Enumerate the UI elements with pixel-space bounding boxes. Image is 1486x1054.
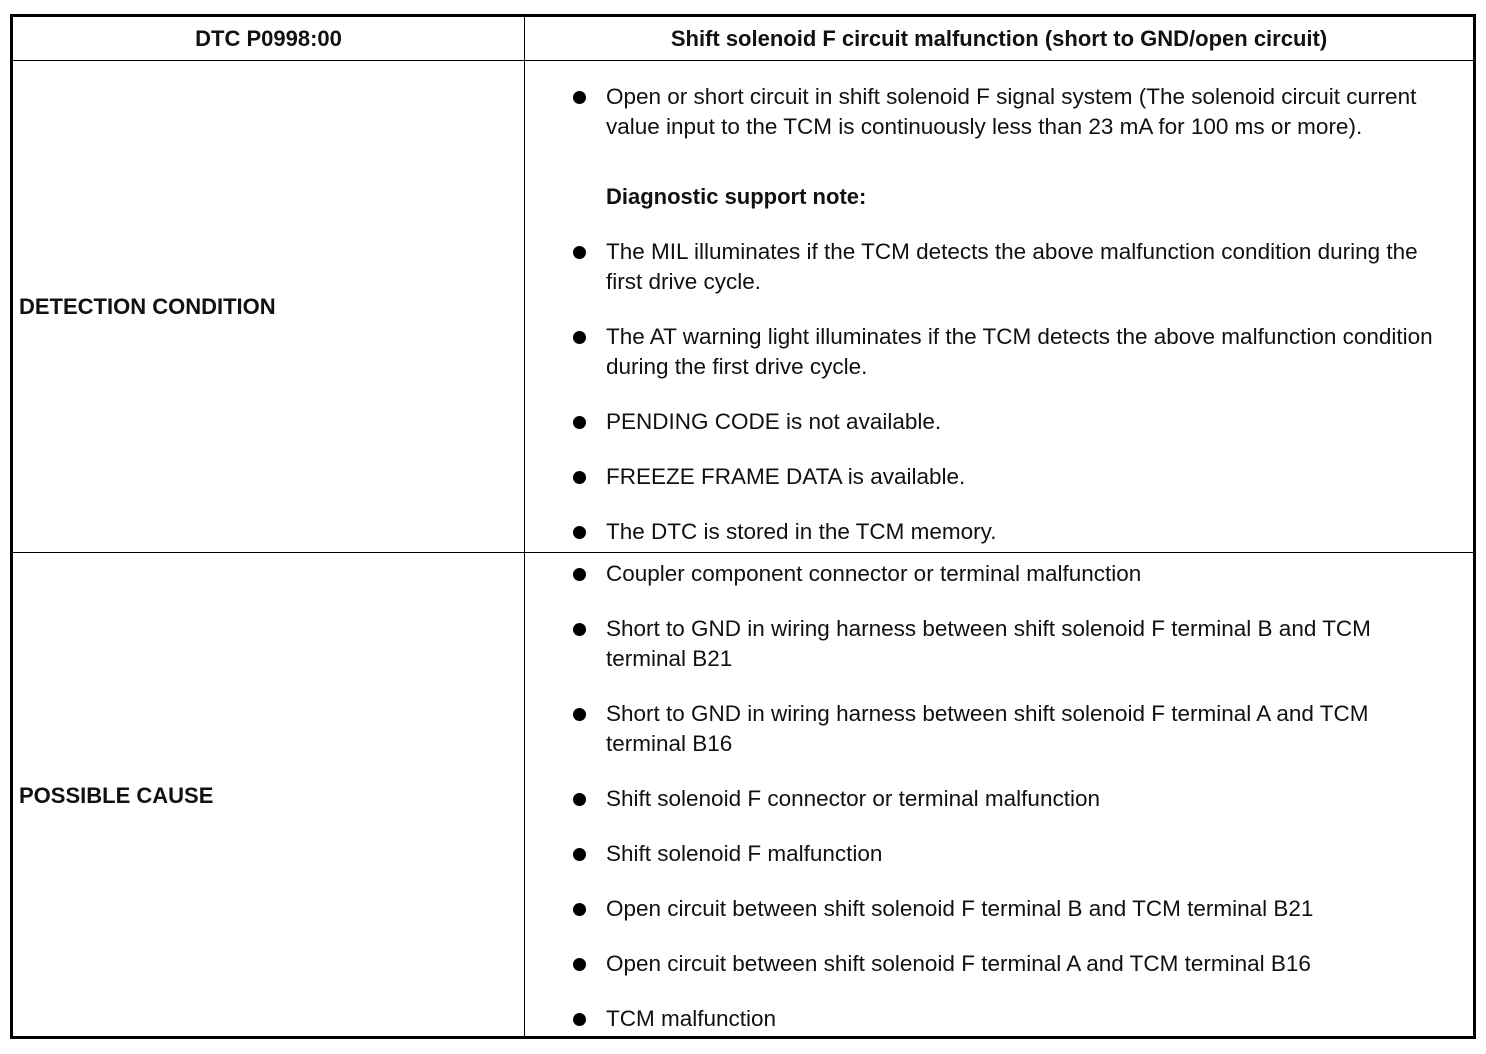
dtc-title: Shift solenoid F circuit malfunction (short to GND/open circuit) bbox=[670, 26, 1328, 51]
bullet-icon bbox=[573, 958, 586, 971]
detection-label: DETECTION CONDITION bbox=[19, 293, 276, 319]
list-item-text: PENDING CODE is not available. bbox=[606, 409, 942, 434]
bullet-icon bbox=[573, 416, 586, 429]
list-item-text: Open circuit between shift solenoid F terminal A and TCM terminal B16 bbox=[606, 951, 1311, 976]
list-item-text: The AT warning light illuminates if the TCM detects the above malfunction condition during the first drive cycle. bbox=[606, 324, 1433, 379]
bullet-icon bbox=[573, 903, 586, 916]
cause-content-cell bbox=[525, 553, 1473, 1039]
bullet-icon bbox=[573, 568, 586, 581]
list-item-text: Coupler component connector or terminal malfunction bbox=[606, 561, 1142, 586]
detection-content-cell bbox=[525, 61, 1473, 552]
dtc-code: DTC P0998:00 bbox=[13, 17, 525, 60]
table-header-row bbox=[13, 17, 1473, 61]
bullet-icon bbox=[573, 246, 586, 259]
cause-label: POSSIBLE CAUSE bbox=[19, 783, 214, 808]
list-item-text: Open or short circuit in shift solenoid F signal system (The solenoid circuit current value input to the TCM is continuously less than 23 mA for 100 ms or more). bbox=[606, 84, 1417, 139]
list-item-text: Short to GND in wiring harness between shift solenoid F terminal A and TCM terminal B16 bbox=[606, 701, 1369, 756]
bullet-icon bbox=[573, 1013, 586, 1026]
bullet-icon bbox=[573, 331, 586, 344]
list-item-text: FREEZE FRAME DATA is available. bbox=[606, 464, 966, 489]
list-item-text: The DTC is stored in the TCM memory. bbox=[606, 519, 997, 544]
detection-label-cell bbox=[13, 61, 525, 552]
possible-cause-row bbox=[13, 553, 1473, 1039]
bullet-icon bbox=[573, 526, 586, 539]
bullet-icon bbox=[573, 91, 586, 104]
bullet-icon bbox=[573, 793, 586, 806]
dtc-table bbox=[10, 14, 1476, 1039]
list-item-text: The MIL illuminates if the TCM detects the above malfunction condition during the first drive cycle. bbox=[606, 239, 1418, 294]
cause-label-cell bbox=[13, 553, 525, 1039]
bullet-icon bbox=[573, 471, 586, 484]
list-item-text: TCM malfunction bbox=[606, 1006, 777, 1031]
detection-condition-row bbox=[13, 61, 1473, 553]
list-item-text: Shift solenoid F connector or terminal malfunction bbox=[606, 786, 1100, 811]
list-item-text: Open circuit between shift solenoid F terminal B and TCM terminal B21 bbox=[606, 896, 1314, 921]
bullet-icon bbox=[573, 623, 586, 636]
bullet-icon bbox=[573, 848, 586, 861]
diagnostic-support-note: Diagnostic support note: bbox=[606, 184, 867, 209]
list-item-text: Short to GND in wiring harness between shift solenoid F terminal B and TCM terminal B21 bbox=[606, 616, 1371, 671]
bullet-icon bbox=[573, 708, 586, 721]
list-item-text: Shift solenoid F malfunction bbox=[606, 841, 883, 866]
